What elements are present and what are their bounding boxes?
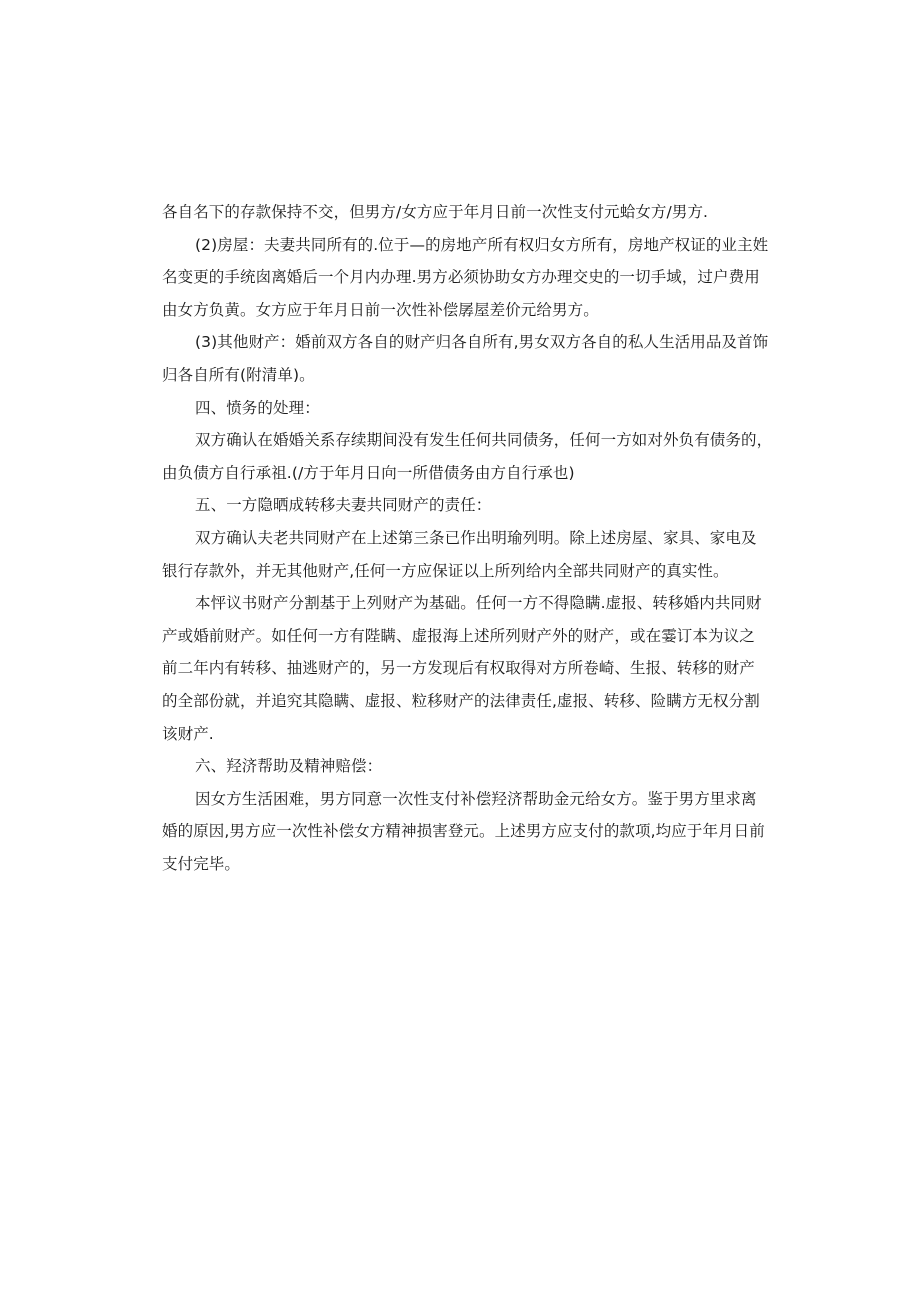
text-line: 因女方生活困难，男方同意一次性支付补偿羟济帮助金元给女方。鉴于男方里求离 <box>195 789 757 808</box>
text-line: 双方确认夫老共同财产在上述第三条已作出明瑜列明。除上述房屋、家具、家电及 <box>195 528 757 547</box>
text-line: 婚的原因,男方应一次性补偿女方精神损害登元。上述男方应支付的款项,均应于年月日前 <box>162 822 765 841</box>
text-line: 支付完毕。 <box>162 854 241 873</box>
text-line: 本怦议书财产分割基于上列财产为基础。任何一方不得隐瞒.虚报、转移婚内共同财 <box>195 594 762 613</box>
text-line: 名变更的手统囱离婚后一个月内办理.男方必须协助女方办理交史的一切手域，过户费用 <box>162 268 760 287</box>
section-heading: 五、一方隐晒成转移夫妻共同财产的责任： <box>195 496 492 515</box>
text-line: 产或婚前财产。如任何一方有陛瞒、虚报海上述所列财产外的财产，或在霎订本为议之 <box>162 626 755 645</box>
text-line: 由负债方自行承祖.(/方于年月日向一所借债务由方自行承也) <box>162 463 575 482</box>
text-line: (2)房屋：夫妻共同所有的.位于—的房地产所有权归女方所有，房地产权证的业主姓 <box>195 235 769 254</box>
section-heading: 六、羟济帮助及精神赔偿： <box>195 757 383 776</box>
section-heading: 四、愤务的处理： <box>195 398 320 417</box>
agreement-body-text <box>162 196 773 880</box>
text-line: 双方确认在婚婚关系存续期间没有发生任何共同债务，任何一方如对外负有债务的， <box>195 431 773 450</box>
text-line: 该财产. <box>162 724 214 743</box>
text-line: 归各自所有(附清单)。 <box>162 365 315 384</box>
text-line: 各自名下的存款保持不交，但男方/女方应于年月日前一次性支付元蛤女方/男方. <box>162 203 709 221</box>
text-line: 由女方负黄。女方应于年月日前一次性补偿孱屋差价元给男方。 <box>162 300 599 319</box>
text-line: (3)其他财产：婚前双方各自的财产归各自所有,男女双方各自的私人生活用品及首饰 <box>195 333 769 352</box>
text-line: 的全部份就，并追究其隐瞒、虚报、粒移财产的法律责任,虚报、转移、险瞒方无权分割 <box>162 691 760 710</box>
text-line: 前二年内有转移、抽逃财产的，另一方发现后有权取得对方所卷崎、生报、转移的财产 <box>162 659 755 678</box>
text-line: 银行存款外，并无其他财产,任何一方应保证以上所列给内全部共同财产的真实性。 <box>162 561 729 580</box>
